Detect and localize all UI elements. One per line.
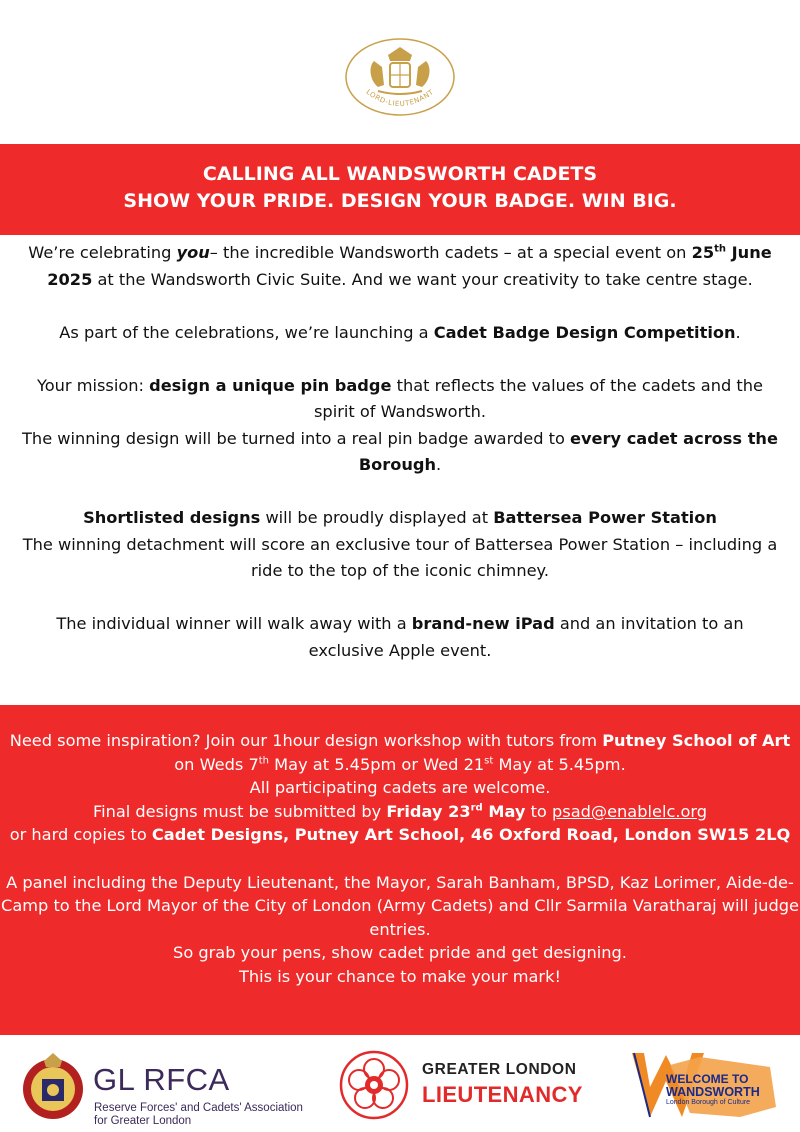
glrfca-sub-line-1: Reserve Forces' and Cadets' Association	[94, 1102, 303, 1114]
headline-line-2: SHOW YOUR PRIDE. DESIGN YOUR BADGE. WIN BIG.	[123, 190, 677, 212]
sup: th	[258, 755, 270, 767]
headline-line-1: CALLING ALL WANDSWORTH CADETS	[202, 163, 598, 185]
details-panel	[0, 705, 800, 1035]
text: Your mission:	[37, 375, 150, 395]
lord-lieutenant-crest	[344, 37, 456, 117]
venue-bold: Battersea Power Station	[493, 508, 717, 527]
text: Need some inspiration? Join our 1hour design workshop with tutors from	[9, 731, 603, 750]
intro-paragraph-2	[18, 320, 782, 347]
greater-london-lieutenancy-logo	[338, 1049, 608, 1119]
text: As part of the celebrations, we’re launching a	[59, 322, 434, 342]
welcome-line-3: London Borough of Culture	[666, 1099, 751, 1106]
text: The winning detachment will score an exclusive tour of Battersea Power Station – including a ride to the top of the iconic chimney.	[22, 534, 778, 580]
welcome-line-1: WELCOME TO	[666, 1072, 749, 1086]
date-sup: th	[714, 243, 727, 255]
mission-bold: design a unique pin badge	[149, 375, 392, 395]
text: The winning design will be turned into a real pin badge awarded to	[22, 428, 571, 448]
intro-paragraph-5	[18, 611, 782, 664]
glrfca-sub-line-2: for Greater London	[94, 1115, 192, 1127]
workshop-paragraph	[0, 729, 800, 847]
text: will be proudly displayed at	[260, 508, 494, 527]
intro-section	[18, 240, 782, 691]
prize-bold: brand-new iPad	[411, 614, 555, 633]
deadline-bold	[386, 802, 525, 821]
shortlisted-bold: Shortlisted designs	[83, 508, 261, 527]
text: May at 5.45pm or Wed 21	[269, 754, 485, 774]
award-bold: every cadet across the Borough	[358, 428, 778, 474]
text: .	[735, 322, 741, 342]
text: A panel including the Deputy Lieutenant, the Mayor, Sarah Banham, BPSD, Kaz Lorimer, Aide-de-Camp to the Lord Mayor of the City of London (Army Cadets) and Cllr Sarmila Varatharaj will judge entries.	[1, 872, 799, 939]
tudor-rose-icon	[338, 1049, 410, 1121]
intro-paragraph-3	[18, 373, 782, 479]
sup: rd	[470, 802, 483, 814]
text: or hard copies to	[9, 825, 152, 845]
text: – the incredible Wandsworth cadets – at a special event on	[209, 243, 692, 262]
text: May at 5.45pm.	[493, 754, 626, 774]
email-link[interactable]: psad@enablelc.org	[551, 801, 708, 821]
competition-name: Cadet Badge Design Competition	[433, 322, 736, 342]
welcome-to-wandsworth-logo	[630, 1047, 780, 1127]
text: at the Wandsworth Civic Suite. And we want your creativity to take centre stage.	[92, 269, 753, 289]
date-rest: June 2025	[47, 243, 772, 289]
svg-text:LORD-LIEUTENANT	[365, 88, 436, 108]
address-bold: Cadet Designs, Putney Art School, 46 Oxford Road, London SW15 2LQ	[151, 825, 791, 845]
welcome-line-2: WANDSWORTH	[666, 1085, 760, 1099]
school-bold: Putney School of Art	[602, 731, 791, 750]
glrfca-badge-icon	[18, 1049, 88, 1124]
text: .	[436, 455, 442, 474]
intro-paragraph-1	[18, 240, 782, 293]
sup: st	[484, 755, 494, 767]
text: This is your chance to make your mark!	[239, 966, 561, 986]
judges-paragraph	[0, 871, 800, 989]
emphasis-you: you	[176, 243, 210, 262]
text: We’re celebrating	[28, 243, 177, 262]
crest-icon	[344, 37, 456, 117]
lieutenancy-line-2: LIEUTENANCY	[422, 1082, 583, 1107]
glrfca-logo	[18, 1049, 318, 1127]
lieutenancy-line-1: GREATER LONDON	[422, 1061, 577, 1078]
text: that reflects the values of the cadets and the spirit of Wandsworth.	[313, 375, 763, 421]
text: The individual winner will walk away with a	[56, 614, 412, 633]
text: All participating cadets are welcome.	[249, 778, 551, 798]
footer-logos	[0, 1035, 800, 1132]
text: So grab your pens, show cadet pride and get designing.	[173, 943, 627, 963]
glrfca-title: GL RFCA	[93, 1062, 230, 1097]
text: May	[482, 801, 526, 821]
text: Final designs must be submitted by	[92, 801, 387, 821]
date-day: 25	[691, 243, 715, 262]
intro-paragraph-4	[18, 505, 782, 585]
text: on Weds 7	[174, 754, 259, 774]
crest-text: LORD-LIEUTENANT	[364, 87, 436, 109]
text: and an invitation to an exclusive Apple event.	[308, 614, 744, 660]
text: Friday 23	[386, 801, 471, 821]
glrfca-subtitle	[94, 1102, 334, 1128]
headline-banner	[0, 144, 800, 235]
text: to	[525, 801, 552, 821]
